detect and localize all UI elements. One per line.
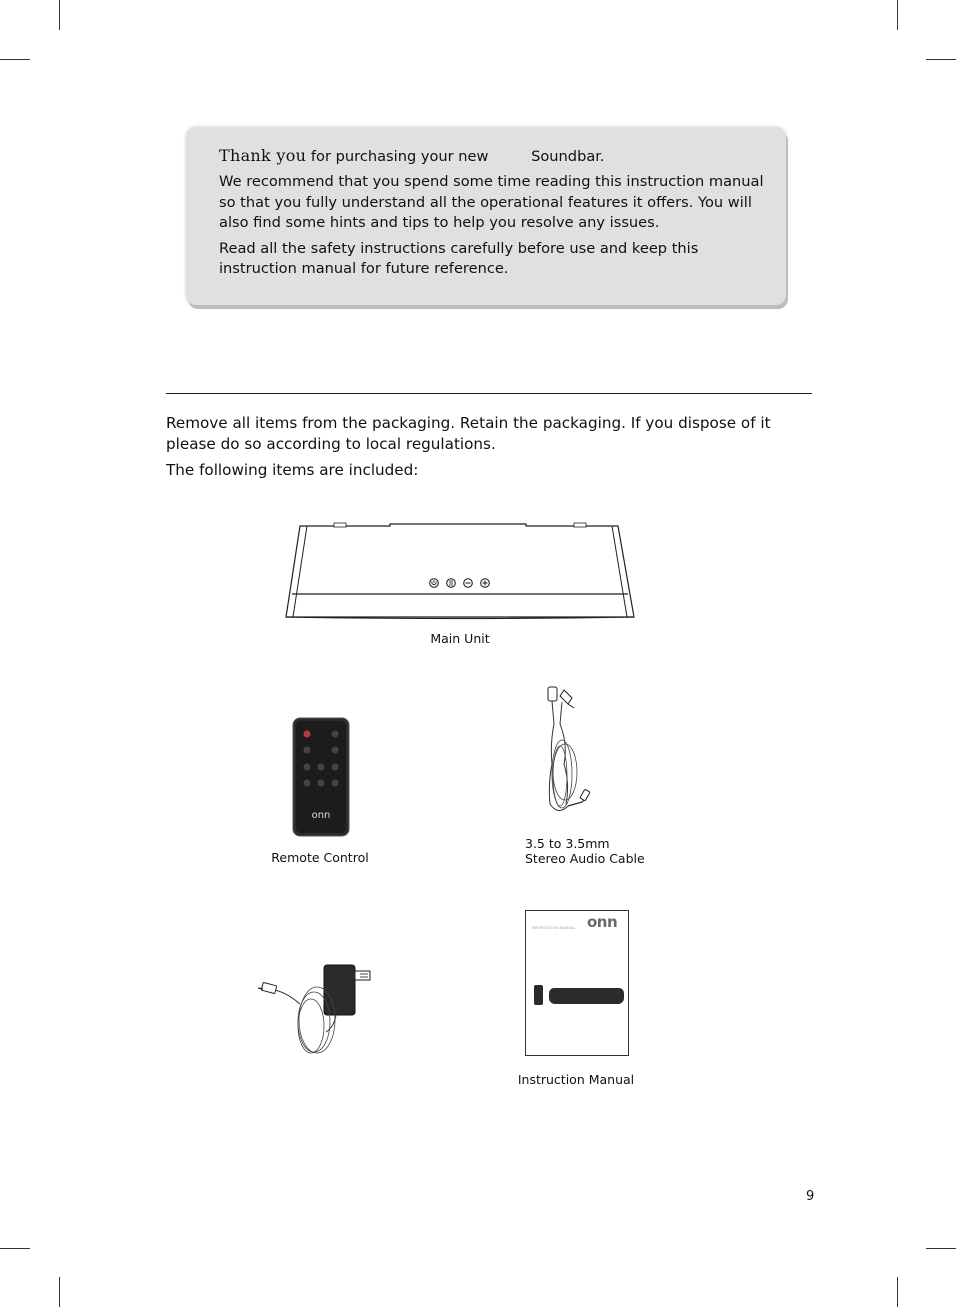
manual-cover-label: INSTRUCTION MANUAL bbox=[532, 926, 576, 930]
intro-line1-rest: for purchasing your new bbox=[310, 148, 489, 165]
manual-remote-image bbox=[534, 985, 543, 1005]
unpacking-text bbox=[166, 413, 818, 487]
intro-note-text bbox=[219, 146, 779, 284]
intro-line1 bbox=[219, 146, 779, 167]
section-divider bbox=[166, 393, 812, 394]
cable-caption-line2: Stereo Audio Cable bbox=[525, 851, 645, 866]
crop-mark bbox=[0, 1248, 30, 1249]
remote-logo: onn bbox=[311, 810, 331, 821]
intro-paragraph-3: Read all the safety instructions carefully before use and keep this instruction manual for future reference. bbox=[219, 239, 699, 278]
intro-paragraph-2: We recommend that you spend some time reading this instruction manual so that you fully understand all the operational features it offers. You will also find some hints and tips to help you resolve any issues. bbox=[219, 173, 764, 232]
thank-you-text: Thank you bbox=[219, 146, 307, 165]
main-unit-illustration bbox=[282, 520, 638, 624]
power-adapter-illustration bbox=[256, 962, 376, 1058]
cable-caption-line1: 3.5 to 3.5mm bbox=[525, 836, 610, 851]
manual-logo: onn bbox=[587, 913, 618, 931]
crop-mark bbox=[897, 0, 898, 30]
crop-mark bbox=[59, 0, 60, 30]
product-name: Soundbar. bbox=[531, 148, 605, 165]
page-number: 9 bbox=[806, 1189, 815, 1204]
crop-mark bbox=[59, 1277, 60, 1307]
crop-mark bbox=[897, 1277, 898, 1307]
manual-soundbar-image bbox=[549, 988, 624, 1004]
crop-mark bbox=[926, 1248, 956, 1249]
audio-cable-illustration bbox=[538, 684, 598, 818]
remote-control-caption: Remote Control bbox=[271, 850, 369, 865]
crop-mark bbox=[926, 59, 956, 60]
unpacking-paragraph-2: The following items are included: bbox=[166, 461, 419, 480]
main-unit-caption: Main Unit bbox=[430, 631, 490, 646]
remote-control-illustration bbox=[292, 717, 350, 838]
manual-caption: Instruction Manual bbox=[517, 1072, 635, 1087]
crop-mark bbox=[0, 59, 30, 60]
instruction-manual-illustration bbox=[525, 910, 629, 1056]
unpacking-paragraph-1: Remove all items from the packaging. Retain the packaging. If you dispose of it please do so according to local regulations. bbox=[166, 414, 771, 453]
